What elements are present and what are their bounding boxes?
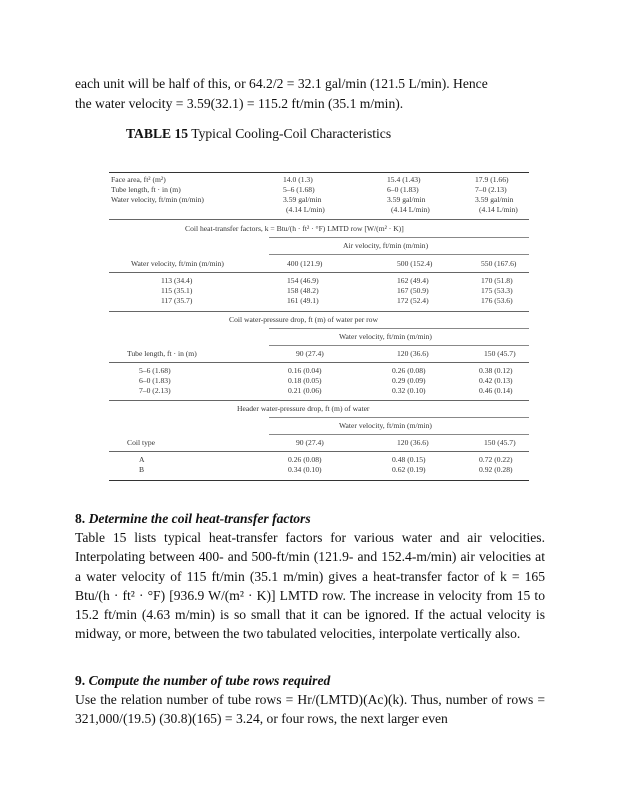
table-rule [269,237,529,238]
table-caption [126,126,391,142]
table-rule [109,172,529,173]
row-label: Tube length, ft · in (m) [111,185,181,194]
step-title: Compute the number of tube rows required [88,673,331,688]
cell: 176 (53.6) [481,296,513,305]
col-header: 120 (36.6) [397,349,429,358]
cell: 162 (49.4) [397,276,429,285]
step-title: Determine the coil heat-transfer factors [88,511,311,526]
cell: 0.46 (0.14) [479,386,513,395]
table-rule [269,254,529,255]
col-header: 150 (45.7) [484,438,516,447]
table-rule [269,417,529,418]
table-rule [269,328,529,329]
row-header: Coil type [127,438,156,447]
step-8-section [75,509,545,643]
cell: 117 (35.7) [161,296,193,305]
cell: 14.0 (1.3) [283,175,313,184]
cell: B [139,465,145,474]
row-header: Water velocity, ft/min (m/min) [131,259,224,268]
cell: 175 (53.3) [481,286,513,295]
section-subheading: Water velocity, ft/min (m/min) [339,332,432,341]
step-9-section [75,671,545,729]
intro-line: the water velocity = 3.59(32.1) = 115.2 ft/min (35.1 m/min). [75,95,404,111]
table-title: Typical Cooling-Coil Characteristics [191,126,392,141]
cell: 0.62 (0.19) [392,465,426,474]
step-heading [75,509,545,528]
col-header: 400 (121.9) [287,259,323,268]
intro-paragraph [75,74,545,113]
table-label: TABLE 15 [126,126,189,141]
cell: 0.26 (0.08) [288,455,322,464]
step-body: Table 15 lists typical heat-transfer factors for various water and air velocities. Interpolating between 400- and 500-ft/min (121.9- and 152.4-m/min) air velocities at a water velocity of 115 ft/min (35.1 m/min) gives a heat-transfer factor of k = 165 Btu/(h · ft² · °F) [936.9 W/(m² · K)] LMTD row. The increase in velocity from 15 to 15.2 ft/min (4.63 m/min) is so small that it can be ignored. If the actual velocity is midway, or more, between the two tabulated velocities, interpolate vertically also. [75,530,545,642]
col-header: 90 (27.4) [296,438,324,447]
cooling-coil-table [109,172,529,498]
cell: 7–0 (2.13) [475,185,507,194]
cell: 0.38 (0.12) [479,366,513,375]
cell: 0.21 (0.06) [288,386,322,395]
cell: 0.18 (0.05) [288,376,322,385]
table-rule [109,219,529,220]
cell: 6–0 (1.83) [387,185,419,194]
col-header: 500 (152.4) [397,259,433,268]
cell: 167 (50.9) [397,286,429,295]
cell: 0.26 (0.08) [392,366,426,375]
cell: 0.48 (0.15) [392,455,426,464]
section-heading: Coil heat-transfer factors, k = Btu/(h · ft² · °F) LMTD row [W/(m² · K)] [185,224,404,233]
step-heading [75,671,545,690]
cell: 0.29 (0.09) [392,376,426,385]
cell: 0.42 (0.13) [479,376,513,385]
section-subheading: Water velocity, ft/min (m/min) [339,421,432,430]
cell: 5–6 (1.68) [139,366,171,375]
cell: 172 (52.4) [397,296,429,305]
cell: 170 (51.8) [481,276,513,285]
col-header: 550 (167.6) [481,259,517,268]
cell: 15.4 (1.43) [387,175,421,184]
cell: 158 (48.2) [287,286,319,295]
cell: 0.16 (0.04) [288,366,322,375]
step-number: 9. [75,673,86,688]
intro-line: each unit will be half of this, or 64.2/2 = 32.1 gal/min (121.5 L/min). Hence [75,76,488,91]
row-label: Face area, ft² (m²) [111,175,166,184]
cell: 5–6 (1.68) [283,185,315,194]
cell: 6–0 (1.83) [139,376,171,385]
table-rule [109,451,529,452]
cell: (4.14 L/min) [391,205,430,214]
cell: 0.34 (0.10) [288,465,322,474]
cell: 0.92 (0.28) [479,465,513,474]
table-rule [109,311,529,312]
cell: 0.32 (0.10) [392,386,426,395]
cell: 7–0 (2.13) [139,386,171,395]
cell: 3.59 gal/min [475,195,514,204]
table-rule [269,345,529,346]
cell: A [139,455,145,464]
table-rule [109,480,529,481]
row-label: Water velocity, ft/min (m/min) [111,195,204,204]
step-body: Use the relation number of tube rows = Hr/(LMTD)(Ac)(k). Thus, number of rows = 321,000/(19.5) (30.8)(165) = 3.24, or four rows, the next larger even [75,692,545,727]
cell: 161 (49.1) [287,296,319,305]
table-rule [269,434,529,435]
table-rule [109,272,529,273]
table-rule [109,362,529,363]
col-header: 120 (36.6) [397,438,429,447]
col-header: 90 (27.4) [296,349,324,358]
cell: 0.72 (0.22) [479,455,513,464]
row-header: Tube length, ft · in (m) [127,349,197,358]
cell: (4.14 L/min) [479,205,518,214]
col-header: 150 (45.7) [484,349,516,358]
cell: 154 (46.9) [287,276,319,285]
table-rule [109,400,529,401]
cell: (4.14 L/min) [286,205,325,214]
section-subheading: Air velocity, ft/min (m/min) [343,241,429,250]
cell: 17.9 (1.66) [475,175,509,184]
cell: 3.59 gal/min [283,195,322,204]
step-number: 8. [75,511,86,526]
section-heading: Header water-pressure drop, ft (m) of water [237,404,370,413]
cell: 3.59 gal/min [387,195,426,204]
section-heading: Coil water-pressure drop, ft (m) of water per row [229,315,378,324]
cell: 115 (35.1) [161,286,193,295]
cell: 113 (34.4) [161,276,193,285]
